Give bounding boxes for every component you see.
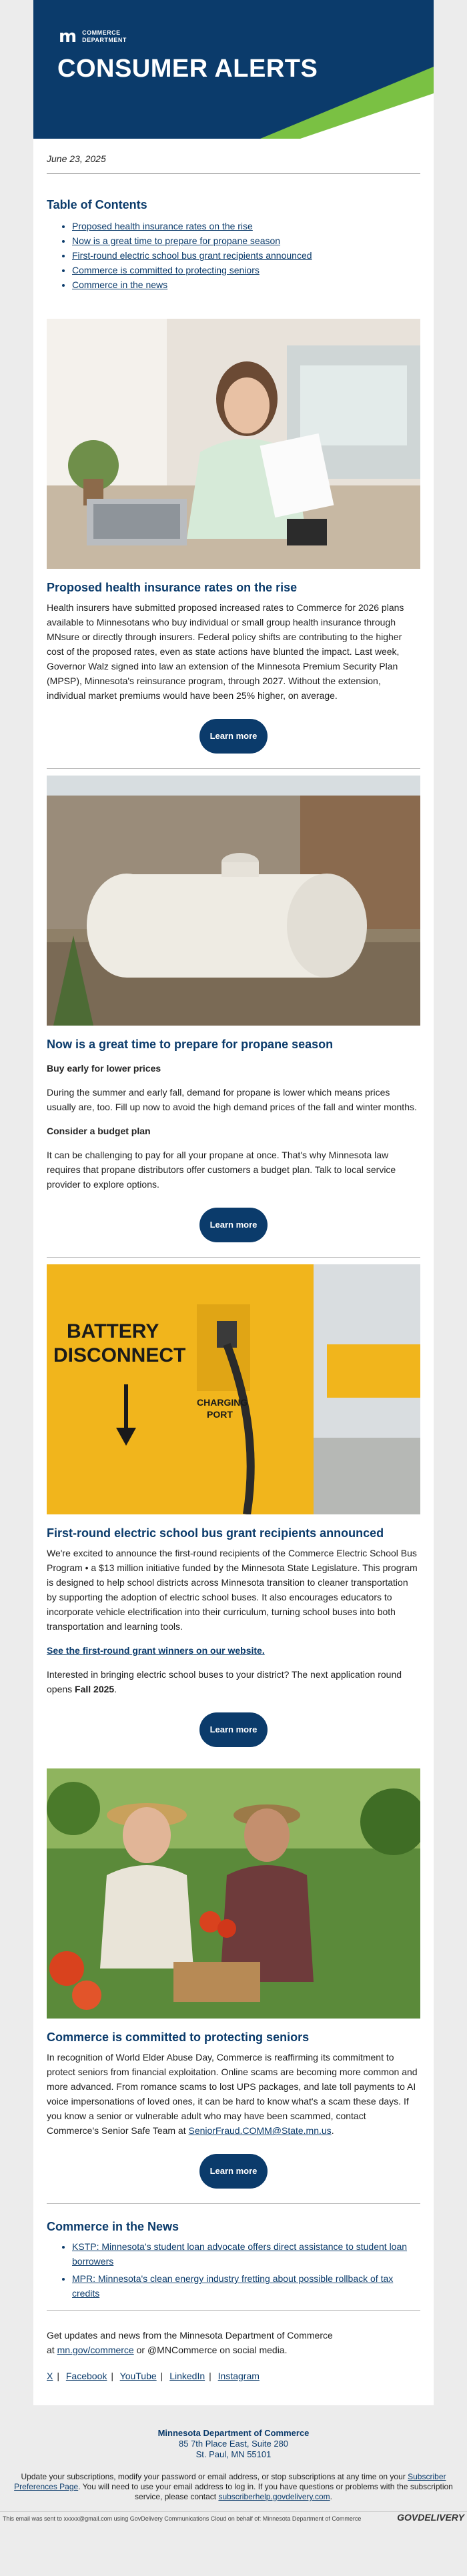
footer-address: Minnesota Department of Commerce 85 7th Place East, Suite 280 St. Paul, MN 55101 [157,2428,310,2459]
table-of-contents [47,219,420,292]
grant-winners-link[interactable]: See the first-round grant winners on our website. [47,1645,265,1656]
toc-title: Table of Contents [47,198,147,211]
commerce-in-the-news [33,2220,434,2301]
updates-text: Get updates and news from the Minnesota Department of Commerce at mn.gov/commerce or @MNCommerce on social media. [47,2330,333,2355]
article-propane [33,776,434,1257]
article-title: Commerce is committed to protecting seniors [47,2031,310,2044]
news-link-mpr[interactable]: MPR: Minnesota's clean energy industry fretting about possible rollback of tax credits [72,2273,394,2299]
news-link-kstp[interactable]: KSTP: Minnesota's student loan advocate offers direct assistance to student loan borrowers [72,2241,408,2267]
subscriber-preferences-link[interactable]: Subscriber Preferences Page [14,2472,446,2491]
footer-org-name: Minnesota Department of Commerce [157,2428,310,2438]
learn-more-button[interactable]: Learn more [199,1208,268,1242]
logo-line1: COMMERCE [82,29,121,36]
header-banner [33,0,434,139]
article-body: In recognition of World Elder Abuse Day, Commerce is reaffirming its commitment to protect seniors from financial exploitation. Online scams are becoming more common and more advanced. From romance scams to lost UPS packages, and late toll payments to AI voice impersonations of loved ones, it can be hard to know what's a scam these days. If you know a senior or vulnerable adult who may have been scammed, contact Commerce's Senior Safe Team at SeniorFraud.COMM@State.mn.us. [47,2052,418,2136]
seniors-gardening-photo[interactable] [47,1768,420,2019]
learn-more-button[interactable]: Learn more [199,1712,268,1747]
article-body: During the summer and early fall, demand for propane is lower which means prices usually are, too. Fill up now to avoid the high demand prices of the fall and winter months. [47,1087,417,1112]
divider [47,2310,420,2311]
divider [47,1257,420,1258]
article-body-application: Interested in bringing electric school buses to your district? The next application round opens Fall 2025. [47,1669,402,1694]
senior-fraud-email-link[interactable]: SeniorFraud.COMM@State.mn.us [188,2125,332,2136]
article-seniors [33,1768,434,2203]
social-link-instagram[interactable]: Instagram [217,2371,260,2381]
photo-text-battery: BATTERY [67,1320,159,1342]
toc-link-health[interactable]: Proposed health insurance rates on the rise [72,221,253,231]
article-title: First-round electric school bus grant recipients announced [47,1526,384,1540]
electric-school-bus-photo[interactable] [47,1264,420,1514]
commerce-site-link[interactable]: mn.gov/commerce [57,2345,134,2355]
article-subheading: Buy early for lower prices [47,1063,161,1074]
divider [47,2203,420,2204]
subscriber-help-link[interactable]: subscriberhelp.govdelivery.com [218,2492,330,2501]
social-link-linkedin[interactable]: LinkedIn [169,2371,205,2381]
article-title: Proposed health insurance rates on the rise [47,581,298,594]
article-health [33,319,434,768]
footer-bar [0,2511,467,2528]
article-body: Health insurers have submitted proposed increased rates to Commerce for 2026 plans available to Minnesotans who buy individual or small group health insurance through MNsure or directly through insurers. Federal policy shifts are contributing to the higher cost of the proposed rates, even as state actions have blunted the impact. Last week, Governor Walz signed into law an extension of the Minnesota Premium Security Plan (MPSP), Minnesota's reinsurance program, through 2027. Without the extension, individual market premiums would have been 25% higher, on average. [47,602,404,701]
social-handle: @MNCommerce [147,2345,217,2355]
social-link-youtube[interactable]: YouTube [119,2371,157,2381]
article-body: It can be challenging to pay for all your propane at once. That's why Minnesota law requires that propane distributors offer customers a budget plan. Talk to local service provider to explore options. [47,1150,396,1190]
mn-logo-icon: m [59,27,77,47]
footer-subscription-text: Update your subscriptions, modify your password or email address, or stop subscriptions at any time on your Subscriber Preferences Page. You will need to use your email address to log in. If you have questions or problems with the subscription service, please contact subscriberhelp.govdelivery.com. [14,2472,453,2501]
article-bus [33,1264,434,1762]
logo-line2: DEPARTMENT [82,37,127,43]
learn-more-button[interactable]: Learn more [199,719,268,754]
news-title: Commerce in the News [47,2220,179,2233]
photo-text-port: PORT [207,1409,233,1420]
email-container [33,0,434,2405]
social-link-x[interactable]: X [47,2371,53,2381]
toc-link-propane[interactable]: Now is a great time to prepare for propane season [72,235,281,246]
green-swoosh-graphic [260,0,434,139]
toc-link-bus[interactable]: First-round electric school bus grant recipients announced [72,250,312,261]
divider [47,173,420,174]
newsletter-title: CONSUMER ALERTS [57,55,318,83]
woman-reviewing-bills-photo[interactable] [47,319,420,569]
toc-link-seniors[interactable]: Commerce is committed to protecting seniors [72,265,260,275]
commerce-logo [59,28,127,45]
toc-link-news[interactable]: Commerce in the news [72,279,168,290]
govdelivery-logo[interactable]: GOVDELIVERY [397,2512,464,2523]
social-links: X | Facebook | YouTube | LinkedIn | Instagram [47,2371,260,2381]
application-date: Fall 2025 [75,1684,115,1694]
footer-fine-print: This email was sent to xxxxx@gmail.com using GovDelivery Communications Cloud on behalf of: Minnesota Department of Commerce [3,2515,362,2522]
photo-text-disconnect: DISCONNECT [53,1344,186,1366]
social-link-facebook[interactable]: Facebook [65,2371,107,2381]
issue-date: June 23, 2025 [47,153,106,164]
photo-text-charging: CHARGING [197,1397,248,1408]
propane-tank-photo[interactable] [47,776,420,1026]
divider [47,768,420,769]
article-body: We're excited to announce the first-round recipients of the Commerce Electric School Bus Program • a $13 million initiative funded by the Minnesota State Legislature. This program is designed to help school districts across Minnesota transition to cleaner transportation by supporting the adoption of electric school buses. It also encourages educators to incorporate vehicle electrification into their curriculum, turning school buses into both transportation and learning tools. [47,1548,418,1632]
learn-more-button[interactable]: Learn more [199,2154,268,2189]
article-subheading: Consider a budget plan [47,1126,151,1136]
article-title: Now is a great time to prepare for propane season [47,1038,334,1051]
